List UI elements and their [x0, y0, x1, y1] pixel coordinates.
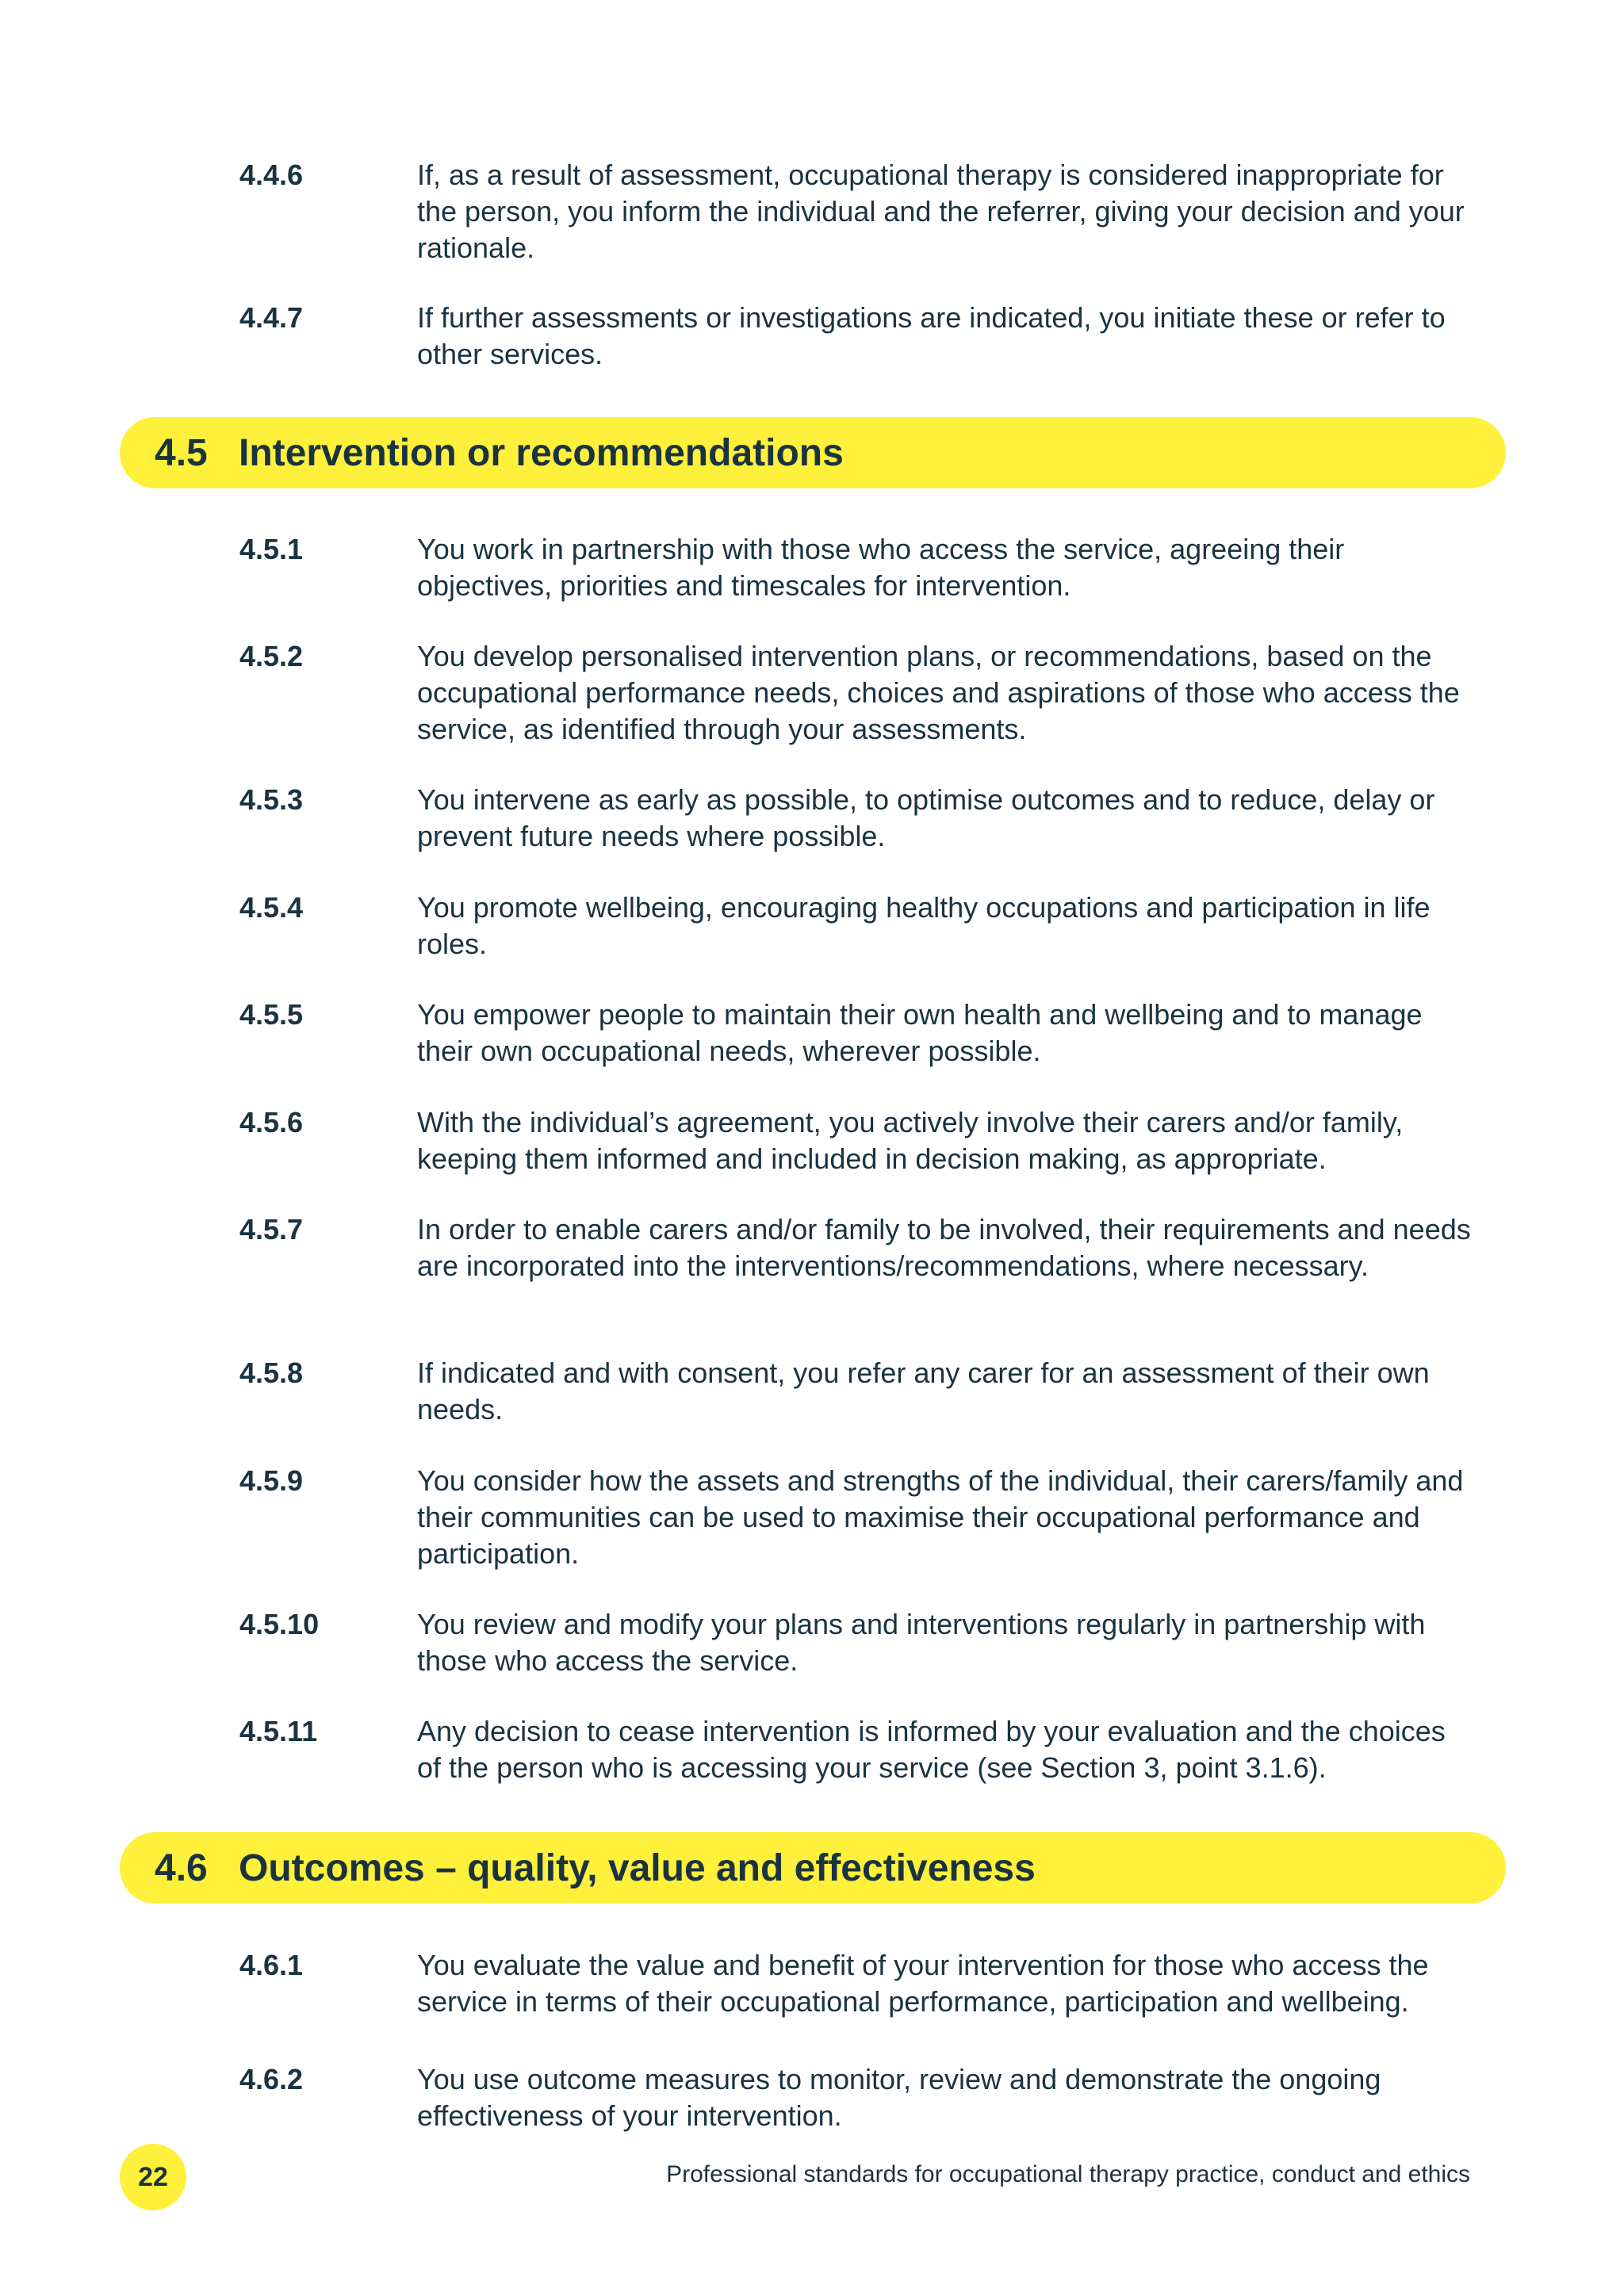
clause-text: If, as a result of assessment, occupational therapy is considered inappropriate for the person, you inform the individual and the referrer, giving your decision and your rationale.: [417, 159, 1465, 264]
section-number: 4.6: [155, 1846, 208, 1889]
clause-number: 4.5.9: [239, 1464, 304, 1497]
clause-number: 4.5.4: [239, 891, 304, 924]
clause-number: 4.6.2: [239, 2063, 304, 2095]
section-title: Outcomes – quality, value and effectiveness: [239, 1846, 1036, 1889]
clause-number: 4.6.1: [239, 1949, 304, 1981]
clause-4-5-1: [239, 531, 1477, 604]
clause-4-5-2: [239, 638, 1477, 748]
clause-text: Any decision to cease intervention is informed by your evaluation and the choices of the person who is accessing your service (see Section 3, point 3.1.6).: [417, 1715, 1446, 1784]
page-number-badge: [120, 2144, 186, 2210]
clause-text: You empower people to maintain their own health and wellbeing and to manage their own occupational needs, wherever possible.: [417, 998, 1423, 1067]
clause-4-5-8: [239, 1355, 1477, 1428]
clause-4-5-10: [239, 1606, 1477, 1679]
clause-text: If indicated and with consent, you refer any carer for an assessment of their own needs.: [417, 1357, 1430, 1425]
clause-number: 4.5.8: [239, 1357, 304, 1389]
clause-4-5-9: [239, 1463, 1477, 1572]
clause-text: If further assessments or investigations are indicated, you initiate these or refer to other services.: [417, 301, 1446, 370]
clause-text: In order to enable carers and/or family to be involved, their requirements and needs are incorporated into the interventions/recommendations, where necessary.: [417, 1213, 1471, 1282]
section-heading-4-6: [120, 1832, 1506, 1904]
clause-4-5-11: [239, 1713, 1477, 1786]
clause-number: 4.5.6: [239, 1106, 304, 1138]
clause-4-6-1: [239, 1947, 1477, 2020]
clause-number: 4.5.10: [239, 1608, 320, 1640]
page-number: 22: [138, 2161, 168, 2192]
clause-4-5-5: [239, 997, 1477, 1070]
clause-text: With the individual’s agreement, you actively involve their carers and/or family, keeping them informed and included in decision making, as appropriate.: [417, 1106, 1404, 1175]
clause-text: You consider how the assets and strengths of the individual, their carers/family and their communities can be used to maximise their occupational performance and participation.: [417, 1464, 1464, 1570]
clause-4-4-6: [239, 157, 1477, 266]
clause-number: 4.4.7: [239, 301, 304, 334]
clause-text: You develop personalised intervention plans, or recommendations, based on the occupational performance needs, choices and aspirations of those who access the service, as identified through your assessments.: [417, 640, 1460, 745]
section-heading-4-5: [120, 417, 1506, 488]
clause-4-5-4: [239, 890, 1477, 962]
clause-4-6-2: [239, 2061, 1477, 2134]
clause-number: 4.5.1: [239, 533, 304, 565]
clause-number: 4.5.3: [239, 783, 304, 816]
clause-4-5-6: [239, 1104, 1477, 1177]
clause-text: You evaluate the value and benefit of your intervention for those who access the service in terms of their occupational performance, participation and wellbeing.: [417, 1949, 1429, 2018]
footer-document-title: Professional standards for occupational therapy practice, conduct and ethics: [666, 2161, 1470, 2187]
section-number: 4.5: [155, 431, 208, 474]
clause-number: 4.5.11: [239, 1715, 318, 1747]
clause-4-5-3: [239, 782, 1477, 855]
clause-text: You work in partnership with those who access the service, agreeing their objectives, priorities and timescales for intervention.: [417, 533, 1345, 602]
clause-number: 4.5.2: [239, 640, 304, 672]
clause-4-4-7: [239, 300, 1477, 373]
clause-text: You intervene as early as possible, to optimise outcomes and to reduce, delay or prevent future needs where possible.: [417, 783, 1435, 852]
clause-text: You promote wellbeing, encouraging healthy occupations and participation in life roles.: [417, 891, 1431, 960]
clause-4-5-7: [239, 1211, 1477, 1284]
clause-number: 4.5.7: [239, 1213, 304, 1246]
section-title: Intervention or recommendations: [239, 431, 844, 474]
clause-number: 4.4.6: [239, 159, 304, 191]
clause-text: You review and modify your plans and interventions regularly in partnership with those who access the service.: [417, 1608, 1426, 1677]
clause-text: You use outcome measures to monitor, review and demonstrate the ongoing effectiveness of your intervention.: [417, 2063, 1381, 2132]
clause-number: 4.5.5: [239, 998, 304, 1031]
